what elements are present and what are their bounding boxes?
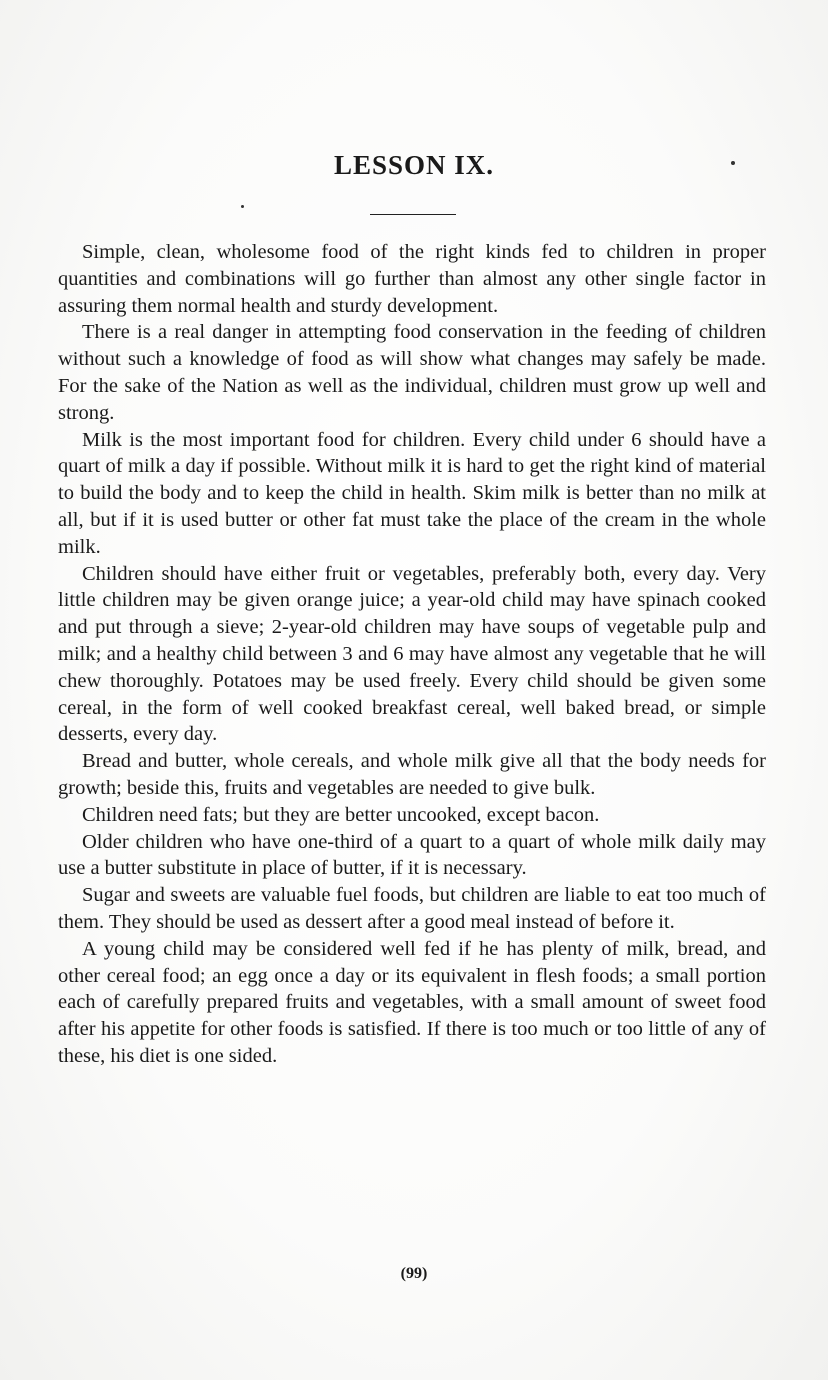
paragraph: Bread and butter, whole cereals, and whole milk give all that the body needs for growth; beside this, fruits and vegetables are needed to give bulk. [58, 750, 766, 799]
lesson-title: LESSON IX. [333, 150, 495, 180]
show-through-texture [60, 40, 770, 90]
paragraph: Simple, clean, wholesome food of the right kinds fed to children in proper quantities and combinations will go further than almost any other single factor in assuring them normal health and sturdy development. [58, 241, 766, 317]
paragraph: Older children who have one-third of a quart to a quart of whole milk daily may use a butter substitute in place of butter, if it is necessary. [58, 830, 766, 880]
paragraph: Sugar and sweets are valuable fuel foods, but children are liable to eat too much of them. They should be used as dessert after a good meal instead of before it. [58, 884, 766, 933]
page-number: (99) [400, 1265, 428, 1282]
ink-speck [241, 205, 244, 208]
paragraph: There is a real danger in attempting food conservation in the feeding of children without such a knowledge of food as will show what changes may safely be made. For the sake of the Nation as well as the individual, children must grow up well and strong. [58, 321, 766, 424]
paragraph: A young child may be considered well fed if he has plenty of milk, bread, and other cereal food; an egg once a day or its equivalent in flesh foods; a small portion each of carefully prepared fruits and vegetables, with a small amount of sweet food after his appetite for other foods is satisfied. If there is too much or too little of any of these, his diet is one sided. [58, 937, 766, 1067]
title-rule [370, 214, 456, 215]
paragraph: Milk is the most important food for children. Every child under 6 should have a quart of milk a day if possible. Without milk it is hard to get the right kind of material to build the body and to keep the child in health. Skim milk is better than no milk at all, but if it is used butter or other fat must take the place of the cream in the whole milk. [58, 428, 766, 558]
paragraph: Children need fats; but they are better uncooked, except bacon. [82, 803, 600, 826]
ink-speck [731, 161, 735, 165]
paragraph: Children should have either fruit or vegetables, preferably both, every day. Very little children may be given orange juice; a year-old child may have spinach cooked and put through a sieve; 2-year-old children may have soups of vegetable pulp and milk; and a healthy child between 3 and 6 may have almost any vegetable that he will chew thoroughly. Potatoes may be used freely. Every child should be given some cereal, in the form of well cooked breakfast cereal, well baked bread, or simple desserts, every day. [58, 562, 766, 746]
lesson-body [58, 239, 766, 1070]
